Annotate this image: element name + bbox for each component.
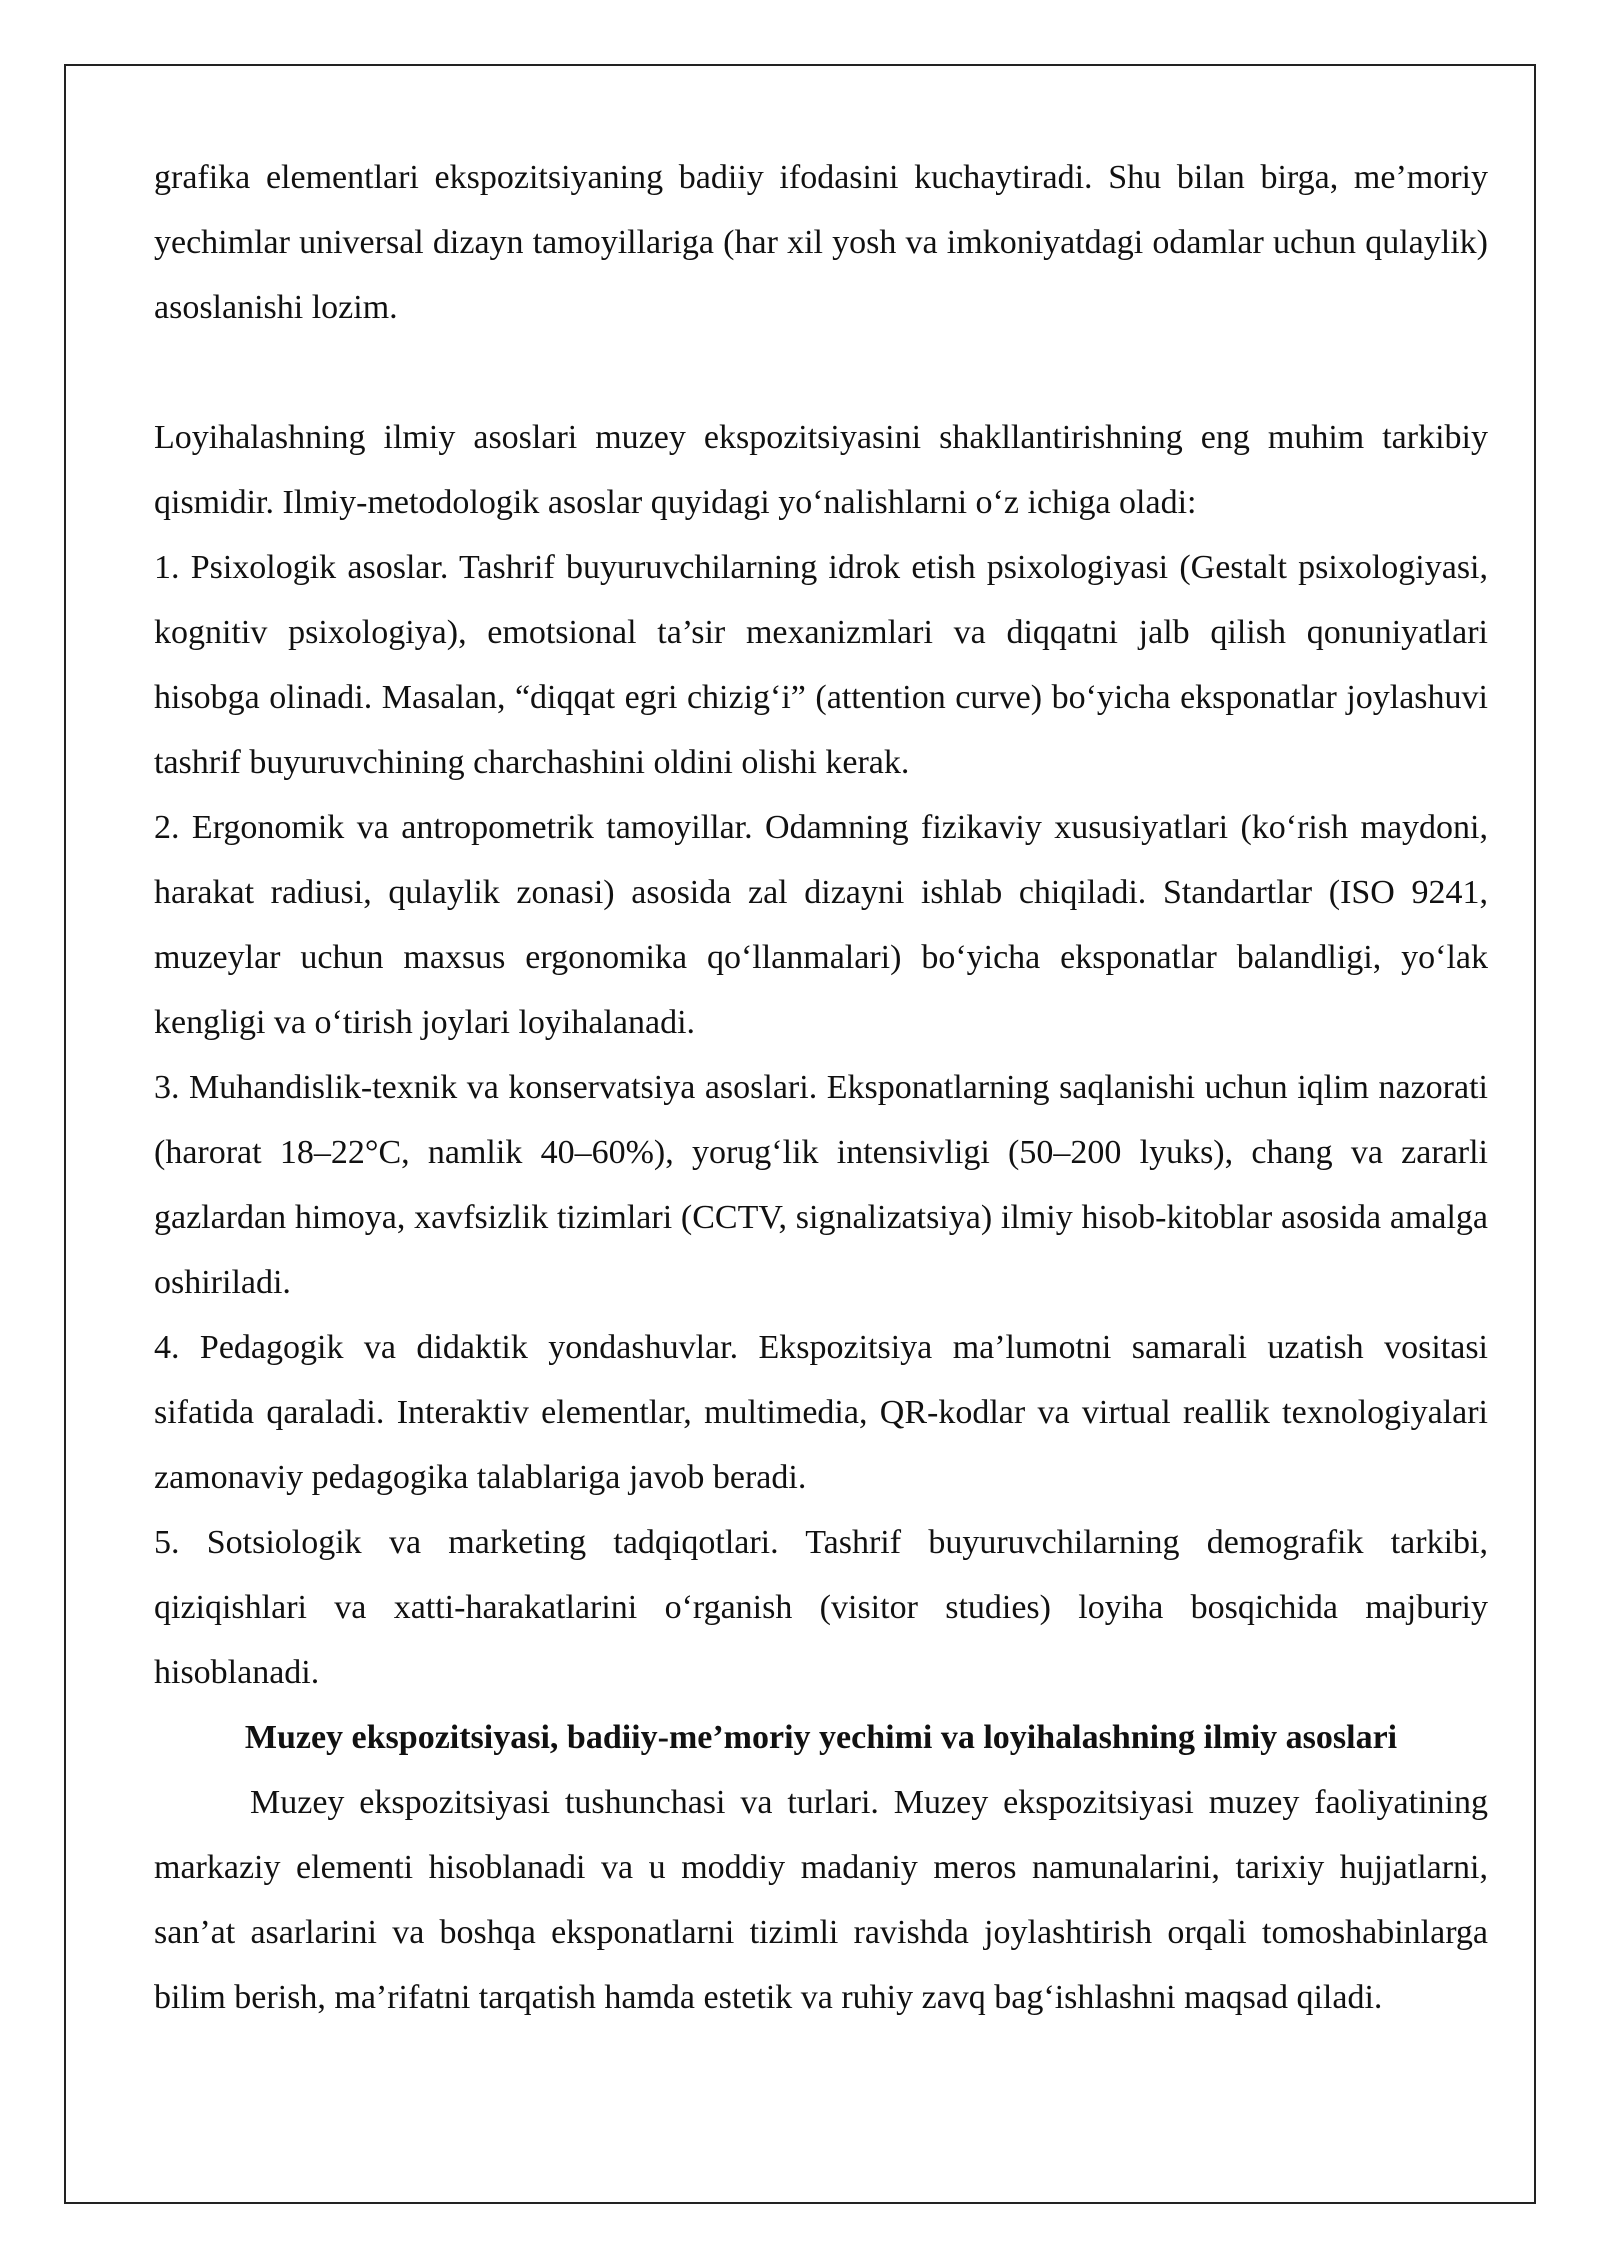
list-item-ergonomic: 2. Ergonomik va antropometrik tamoyillar. Odamning fizikaviy xususiyatlari (ko‘rish maydoni, harakat radiusi, qulaylik zonasi) asosida zal dizayni ishlab chiqiladi. Standartlar (ISO 9241, muzeylar uchun maxsus ergonomika qo‘llanmalari) bo‘yicha eksponatlar balandligi, yo‘lak kengligi va o‘tirish joylari loyihalanadi.	[154, 809, 1488, 1041]
list-item-psychological: 1. Psixologik asoslar. Tashrif buyuruvchilarning idrok etish psixologiyasi (Gestalt psixologiyasi, kognitiv psixologiya), emotsional ta’sir mexanizmlari va diqqatni jalb qilish qonuniyatlari hisobga olinadi. Masalan, “diqqat egri chizig‘i” (attention curve) bo‘yicha eksponatlar joylashuvi tashrif buyuruvchining charchashini oldini olishi kerak.	[154, 549, 1488, 781]
paragraph-scientific-foundations: Loyihalashning ilmiy asoslari muzey ekspozitsiyasini shakllantirishning eng muhim tarkibiy qismidir. Ilmiy-metodologik asoslar quyidagi yo‘nalishlarni o‘z ichiga oladi:	[154, 419, 1488, 521]
section-heading: Muzey ekspozitsiyasi, badiiy-me’moriy yechimi va loyihalashning ilmiy asoslari	[244, 1719, 1398, 1756]
list-item-sociological: 5. Sotsiologik va marketing tadqiqotlari. Tashrif buyuruvchilarning demografik tarkibi, qiziqishlari va xatti-harakatlarini o‘rganish (visitor studies) loyiha bosqichida majburiy hisoblanadi.	[154, 1524, 1488, 1691]
paragraph-gap	[154, 340, 1488, 405]
list-item-pedagogical: 4. Pedagogik va didaktik yondashuvlar. Ekspozitsiya ma’lumotni samarali uzatish vositasi sifatida qaraladi. Interaktiv elementlar, multimedia, QR-kodlar va virtual reallik texnologiyalari zamonaviy pedagogika talablariga javob beradi.	[154, 1329, 1488, 1496]
paragraph-intro-continuation: grafika elementlari ekspozitsiyaning badiiy ifodasini kuchaytiradi. Shu bilan birga, me’moriy yechimlar universal dizayn tamoyillariga (har xil yosh va imkoniyatdagi odamlar uchun qulaylik) asoslanishi lozim.	[154, 159, 1488, 326]
paragraph-exposition-concept: Muzey ekspozitsiyasi tushunchasi va turlari. Muzey ekspozitsiyasi muzey faoliyatining markaziy elementi hisoblanadi va u moddiy madaniy meros namunalarini, tarixiy hujjatlarni, san’at asarlarini va boshqa eksponatlarni tizimli ravishda joylashtirish orqali tomoshabinlarga bilim berish, ma’rifatni tarqatish hamda estetik va ruhiy zavq bag‘ishlashni maqsad qiladi.	[154, 1784, 1488, 2016]
list-item-engineering: 3. Muhandislik-texnik va konservatsiya asoslari. Eksponatlarning saqlanishi uchun iqlim nazorati (harorat 18–22°C, namlik 40–60%), yorug‘lik intensivligi (50–200 lyuks), chang va zararli gazlardan himoya, xavfsizlik tizimlari (CCTV, signalizatsiya) ilmiy hisob-kitoblar asosida amalga oshiriladi.	[154, 1069, 1488, 1301]
document-body	[154, 145, 1488, 2030]
